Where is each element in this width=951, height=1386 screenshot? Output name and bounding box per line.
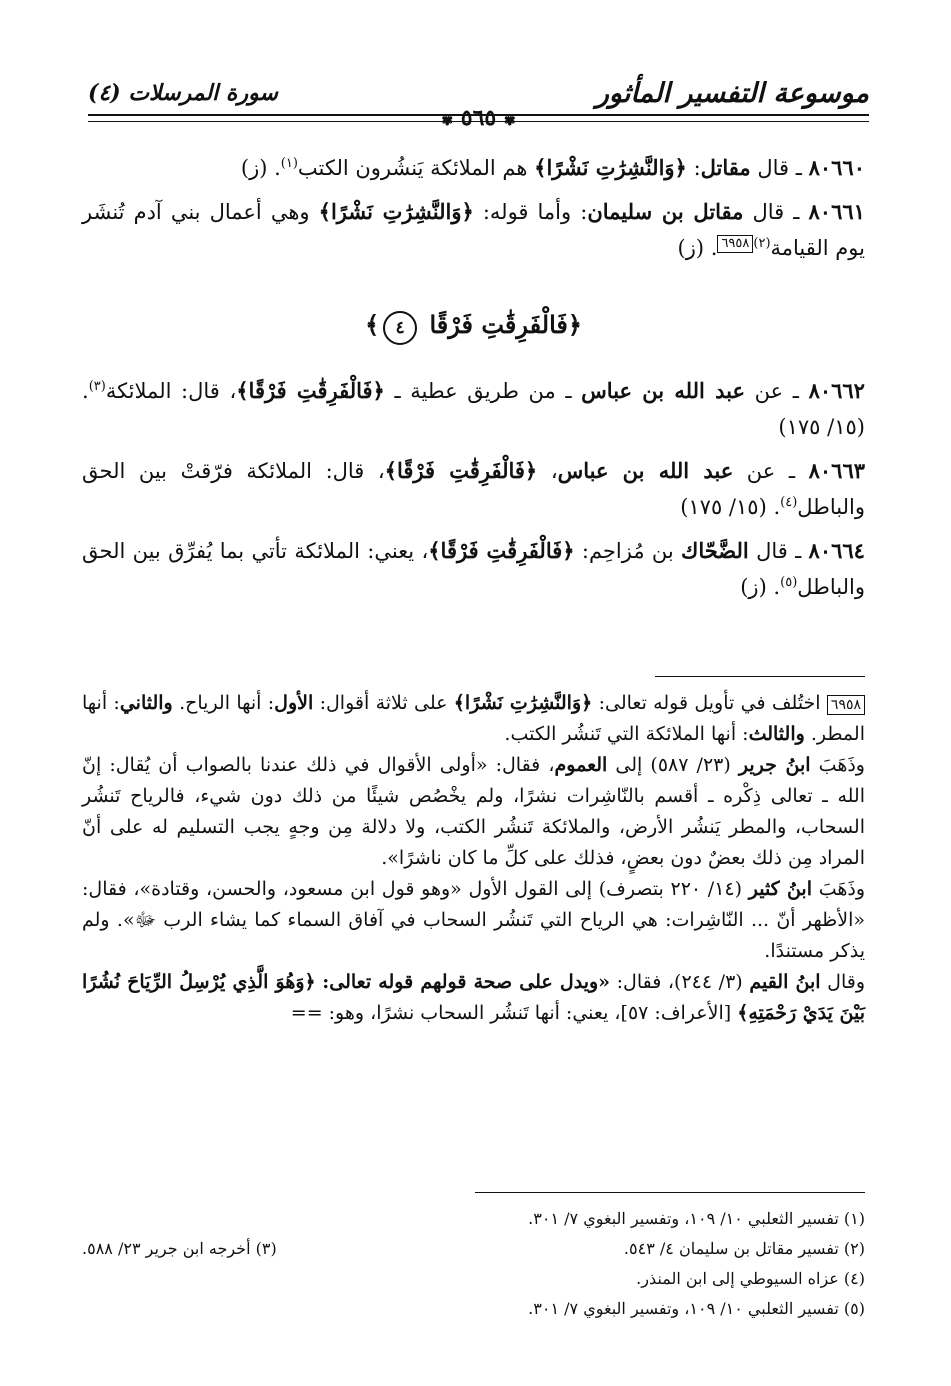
entry-number: ٨٠٦٦٠ <box>808 155 865 180</box>
entry-80661: ٨٠٦٦١ ـ قال مقاتل بن سليمان: وأما قوله: ﴿وَالنَّشِرَٰتِ نَشْرًا﴾ وهي أعمال بني آدم تُنشَر يوم القيامة$^{(٢)}$٦٩٥٨. (ز) <box>82 199 865 260</box>
entry-number: ٨٠٦٦١ <box>808 199 865 224</box>
entry-number: ٨٠٦٦٣ <box>808 458 866 483</box>
entry-text: هم الملائكة يَنشُرون الكتب <box>297 156 528 180</box>
footnote-row <box>82 1236 865 1262</box>
commentary-ref-box: ٦٩٥٨ <box>717 235 753 253</box>
ornament-icon: ✾ <box>441 113 454 129</box>
commentary-number-box: ٦٩٥٨ <box>827 695 865 715</box>
narrator-name: الضَّحّاك <box>681 538 749 563</box>
entry-80662: ٨٠٦٦٢ ـ عن عبد الله بن عباس ـ من طريق عطية ـ ﴿فَالْفَرِقَٰتِ فَرْقًا﴾، قال: الملائكة$^{(٣)}$. (١٥/ ١٧٥) <box>82 378 865 439</box>
entry-number: ٨٠٦٦٢ <box>808 378 865 403</box>
commentary-paragraph: ٦٩٥٨ اختُلف في تأويل قوله تعالى: ﴿وَالنَّشِرَٰتِ نَشْرًا﴾ على ثلاثة أقوال: الأول: أنها الرياح. والثاني: أنها المطر. والثالث: أنها الملائكة التي تَنشُر الكتب. <box>82 692 865 745</box>
commentary-paragraph: وذَهَبَ ابنُ جرير (٢٣/ ٥٨٧) إلى العموم، فقال: «أولى الأقوال في ذلك عندنا بالصواب أن يُقال: إنّ الله ـ تعالى ذِكْره ـ أقسم بالنّاشِرات نشرًا، ولم يخْصُص شيئًا من ذلك دون شيء، فالرياح تَنشُر السحاب، والمطر يَنشُر الأرض، والملائكة تَنشُر الكتب، ولا دلالة مِن وجهٍ يجب التسليم له على أنّ المراد مِن ذلك بعضٌ دون بعضٍ، فذلك على كلِّ ما كان ناشرًا». <box>82 754 865 869</box>
footnote: (٢) تفسير مقاتل بن سليمان ٤/ ٥٤٣. <box>623 1239 865 1258</box>
quran-quote: ﴿وَالنَّشِرَٰتِ نَشْرًا﴾ <box>534 155 687 180</box>
entry-text: ، قال: الملائكة فرّقتْ بين الحق والباطل <box>82 459 865 519</box>
footnote: (٣) أخرجه ابن جرير ٢٣/ ٥٨٨. <box>82 1239 277 1258</box>
scholar-name: ابنُ كثير <box>748 878 813 900</box>
footnote: (٥) تفسير الثعلبي ١٠/ ١٠٩، وتفسير البغوي ٧/ ٣٠١. <box>528 1299 865 1318</box>
entry-text: ، يعني: الملائكة تأتي بما يُفرِّق بين الحق والباطل <box>82 539 865 599</box>
entry-80663: ٨٠٦٦٣ ـ عن عبد الله بن عباس، ﴿فَالْفَرِقَٰتِ فَرْقًا﴾، قال: الملائكة فرّقتْ بين الحق والباطل$^{(٤)}$. (١٥/ ١٧٥) <box>82 458 866 519</box>
quran-quote: ﴿فَالْفَرِقَٰتِ فَرْقًا﴾ <box>428 538 575 563</box>
entry-text: ، قال: الملائكة <box>105 379 237 403</box>
narrator-name: مقاتل بن سليمان <box>587 199 744 224</box>
ornament-icon: ✾ <box>503 113 516 129</box>
narrator-name: مقاتل <box>700 155 751 180</box>
quran-quote: ﴿وَالنَّشِرَٰتِ نَشْرًا﴾ <box>318 199 474 224</box>
main-text <box>82 150 865 613</box>
scholar-name: ابنُ القيم <box>749 971 821 993</box>
footnote-ref: (٢) <box>753 236 771 251</box>
book-title: موسوعة التفسير المأثور <box>595 78 869 109</box>
quran-quote: ﴿وَالنَّشِرَٰتِ نَشْرًا﴾ <box>453 692 593 714</box>
footnote-ref: (٣) <box>88 379 106 394</box>
entry-80660: ٨٠٦٦٠ ـ قال مقاتل: ﴿وَالنَّشِرَٰتِ نَشْرًا﴾ هم الملائكة يَنشُرون الكتب$^{(١)}$. (ز) <box>240 155 865 180</box>
entry-text: وهي أعمال بني آدم تُنشَر يوم القيامة <box>82 200 865 260</box>
header-rule <box>88 114 869 122</box>
narrator-name: عبد الله بن عباس <box>557 458 734 483</box>
footnote-ref: (٥) <box>780 575 798 590</box>
commentary-paragraph: وذَهَبَ ابنُ كثير (١٤/ ٢٢٠ بتصرف) إلى القول الأول «وهو قول ابن مسعود، والحسن، وقتادة»، فقال: «الأظهر أنّ ... النّاشِرات: هي الرياح التي تَنشُر السحاب في آفاق السماء كما يشاء الرب ﷻ». ولم يذكر مستندًا. <box>82 878 865 962</box>
quran-quote: ﴿فَالْفَرِقَٰتِ فَرْقًا﴾ <box>236 378 385 403</box>
verse-number-badge: ٤ <box>383 311 417 345</box>
quran-quote: ﴿فَالْفَرِقَٰتِ فَرْقًا﴾ <box>384 458 538 483</box>
scholar-name: ابنُ جرير <box>738 754 811 776</box>
footnote-rule <box>475 1192 865 1193</box>
footnote-ref: (٤) <box>780 495 798 510</box>
page-number: ٥٦٥ <box>460 105 497 131</box>
quran-quote: ﴿وَهُوَ الَّذِي يُرْسِلُ الرِّيَاحَ نُشُرًا بَيْنَ يَدَيْ رَحْمَتِهِ﴾ <box>82 971 865 1024</box>
commentary-block <box>82 688 865 1029</box>
footnote: (١) تفسير الثعلبي ١٠/ ١٠٩، وتفسير البغوي ٧/ ٣٠١. <box>528 1209 865 1228</box>
footnote-ref: (١) <box>280 156 298 171</box>
verse-heading: ﴿فَالْفَرِقَٰتِ فَرْقًا ٤﴾ <box>82 310 865 345</box>
commentary-rule <box>655 676 865 677</box>
footnotes <box>82 1206 865 1326</box>
entry-number: ٨٠٦٦٤ <box>808 538 865 563</box>
running-header <box>88 78 869 131</box>
footnote: (٤) عزاه السيوطي إلى ابن المنذر. <box>636 1269 865 1288</box>
commentary-paragraph: وقال ابنُ القيم (٣/ ٢٤٤)، فقال: «ويدل على صحة قولهم قوله تعالى: ﴿وَهُوَ الَّذِي يُرْسِلُ الرِّيَاحَ نُشُرًا بَيْنَ يَدَيْ رَحْمَتِهِ﴾ [الأعراف: ٥٧]، يعني: أنها تَنشُر السحاب نشرًا، وهو: == <box>82 971 866 1024</box>
entry-80664: ٨٠٦٦٤ ـ قال الضَّحّاك بن مُزاحِم: ﴿فَالْفَرِقَٰتِ فَرْقًا﴾، يعني: الملائكة تأتي بما يُفرِّق بين الحق والباطل$^{(٥)}$. (ز) <box>82 538 865 599</box>
surah-title: سورة المرسلات (٤) <box>88 80 278 106</box>
narrator-name: عبد الله بن عباس <box>581 378 745 403</box>
